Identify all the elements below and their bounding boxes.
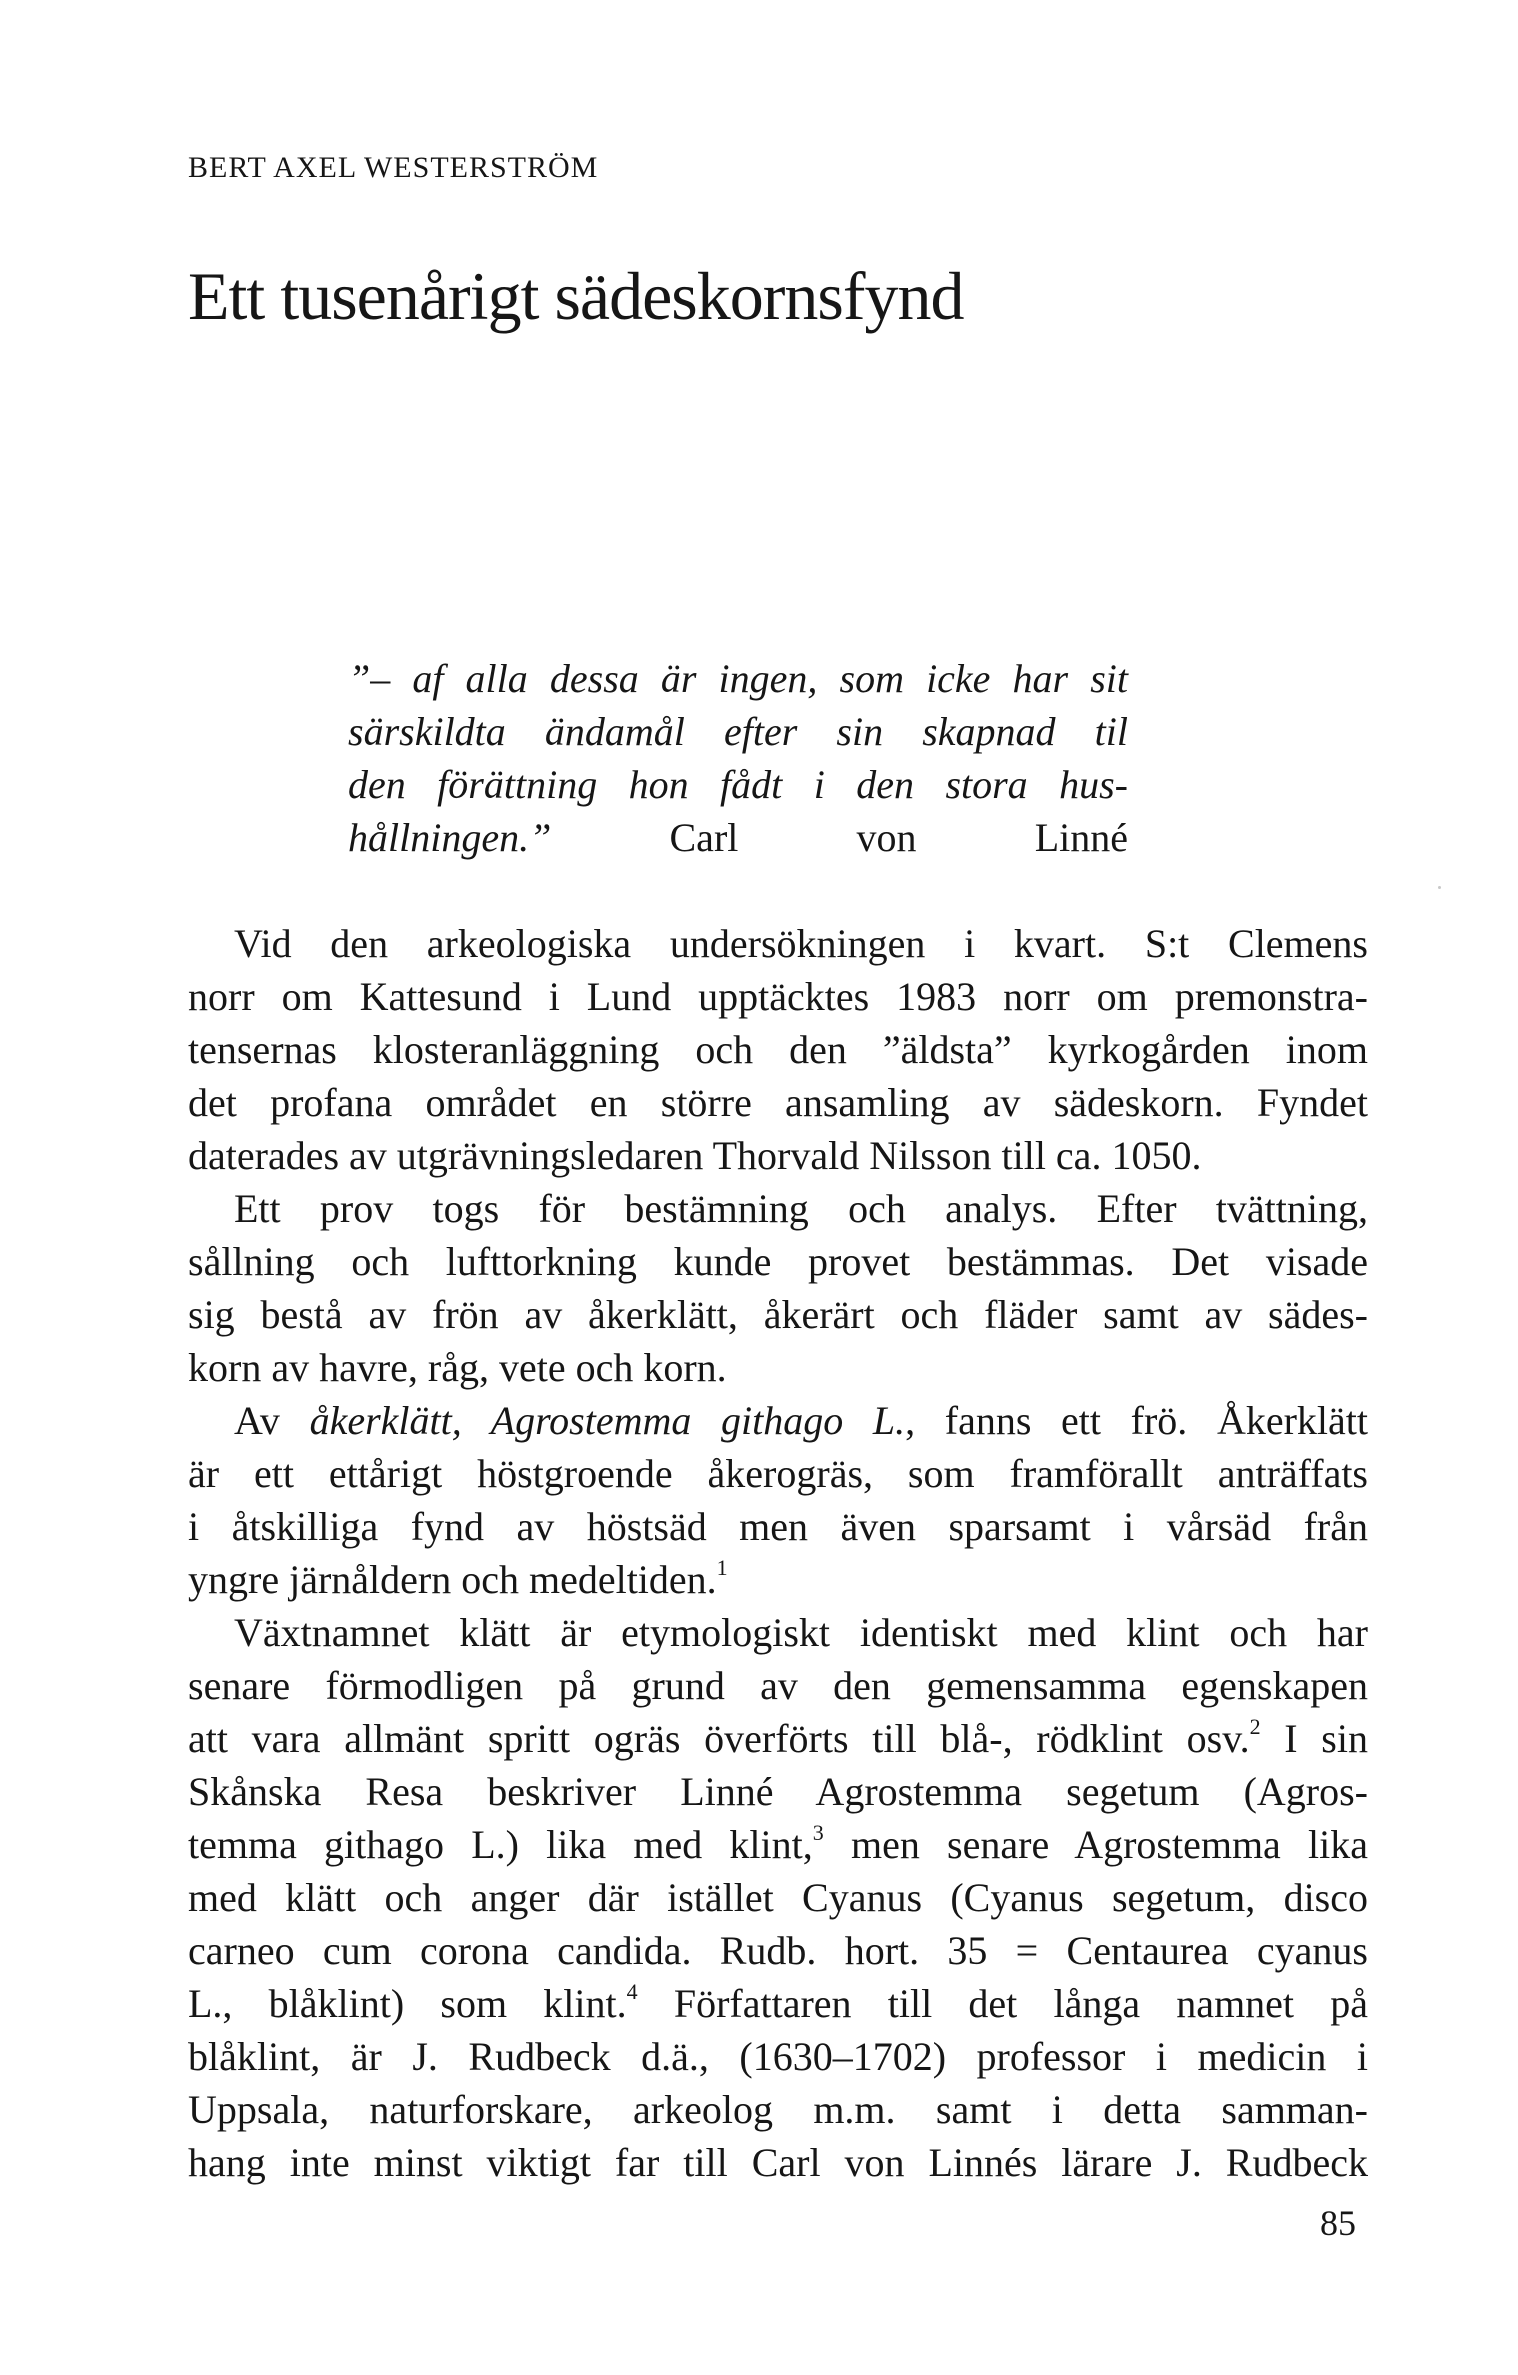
text-line: korn av havre, råg, vete och korn.	[188, 1345, 727, 1390]
text-segment: temma githago L.) lika med klint,	[188, 1822, 813, 1867]
epigraph-attribution: Carl von Linné	[551, 815, 1128, 860]
text-line	[188, 1553, 1368, 1606]
text-line: det profana området en större ansamling av sädeskorn. Fyndet	[188, 1080, 1368, 1125]
text-line: Skånska Resa beskriver Linné Agrostemma segetum (Agros-	[188, 1769, 1368, 1814]
footnote-ref: 1	[716, 1554, 728, 1580]
text-line	[188, 1977, 1368, 2030]
text-line: Vid den arkeologiska undersökningen i kvart. S:t Clemens	[234, 921, 1368, 966]
footnote-ref: 3	[812, 1819, 824, 1845]
text-segment: , fanns ett frö. Åkerklätt	[905, 1398, 1368, 1443]
text-line: blåklint, är J. Rudbeck d.ä., (1630–1702) professor i medicin i	[188, 2034, 1368, 2079]
text-line: Ett prov togs för bestämning och analys. Efter tvättning,	[234, 1186, 1368, 1231]
text-segment: Av	[234, 1398, 310, 1443]
text-segment: L., blåklint) som klint.	[188, 1981, 627, 2026]
footnote-ref: 2	[1249, 1713, 1261, 1739]
body-text	[188, 917, 1368, 2189]
text-line: i åtskilliga fynd av höstsäd men även sparsamt i vårsäd från	[188, 1504, 1368, 1549]
text-segment: Författaren till det långa namnet på	[637, 1981, 1369, 2026]
epigraph-line: ”– af alla dessa är ingen, som icke har sit	[348, 656, 1128, 701]
text-line	[188, 1712, 1368, 1765]
text-line: tensernas klosteranläggning och den ”äldsta” kyrkogården inom	[188, 1027, 1368, 1072]
scan-speck	[1438, 886, 1441, 889]
epigraph-line: särskildta ändamål efter sin skapnad til	[348, 709, 1128, 754]
text-segment: I sin	[1260, 1716, 1368, 1761]
epigraph-line: den förättning hon fådt i den stora hus-	[348, 762, 1128, 807]
epigraph-last-line	[348, 811, 1128, 864]
text-line: senare förmodligen på grund av den gemensamma egenskapen	[188, 1663, 1368, 1708]
epigraph-last-word: hållningen.”	[348, 815, 552, 860]
text-line: carneo cum corona candida. Rudb. hort. 35 = Centaurea cyanus	[188, 1928, 1368, 1973]
page-number: 85	[1320, 2203, 1356, 2243]
text-line: daterades av utgrävningsledaren Thorvald Nilsson till ca. 1050.	[188, 1133, 1202, 1178]
text-line: med klätt och anger där istället Cyanus (Cyanus segetum, disco	[188, 1875, 1368, 1920]
text-line: sållning och lufttorkning kunde provet bestämmas. Det visade	[188, 1239, 1368, 1284]
epigraph-quote	[348, 652, 1128, 864]
text-line: norr om Kattesund i Lund upptäcktes 1983 norr om premonstra-	[188, 974, 1368, 1019]
author-name: BERT AXEL WESTERSTRÖM	[188, 151, 599, 184]
text-line: Växtnamnet klätt är etymologiskt identiskt med klint och har	[234, 1610, 1368, 1655]
species-name: åkerklätt, Agrostemma githago L.	[309, 1398, 906, 1443]
article-title: Ett tusenårigt sädeskornsfynd	[188, 258, 964, 334]
text-line: hang inte minst viktigt far till Carl von Linnés lärare J. Rudbeck	[188, 2140, 1368, 2185]
text-line: Uppsala, naturforskare, arkeolog m.m. samt i detta samman-	[188, 2087, 1368, 2132]
text-line	[188, 1818, 1368, 1871]
text-line: är ett ettårigt höstgroende åkerogräs, som framförallt anträffats	[188, 1451, 1368, 1496]
text-segment: att vara allmänt spritt ogräs överförts till blå-, rödklint osv.	[188, 1716, 1250, 1761]
text-segment: yngre järnåldern och medeltiden.	[188, 1557, 717, 1602]
footnote-ref: 4	[626, 1978, 638, 2004]
text-line: sig bestå av frön av åkerklätt, åkerärt och fläder samt av sädes-	[188, 1292, 1368, 1337]
text-segment: men senare Agrostemma lika	[823, 1822, 1368, 1867]
text-line	[188, 1394, 1368, 1447]
